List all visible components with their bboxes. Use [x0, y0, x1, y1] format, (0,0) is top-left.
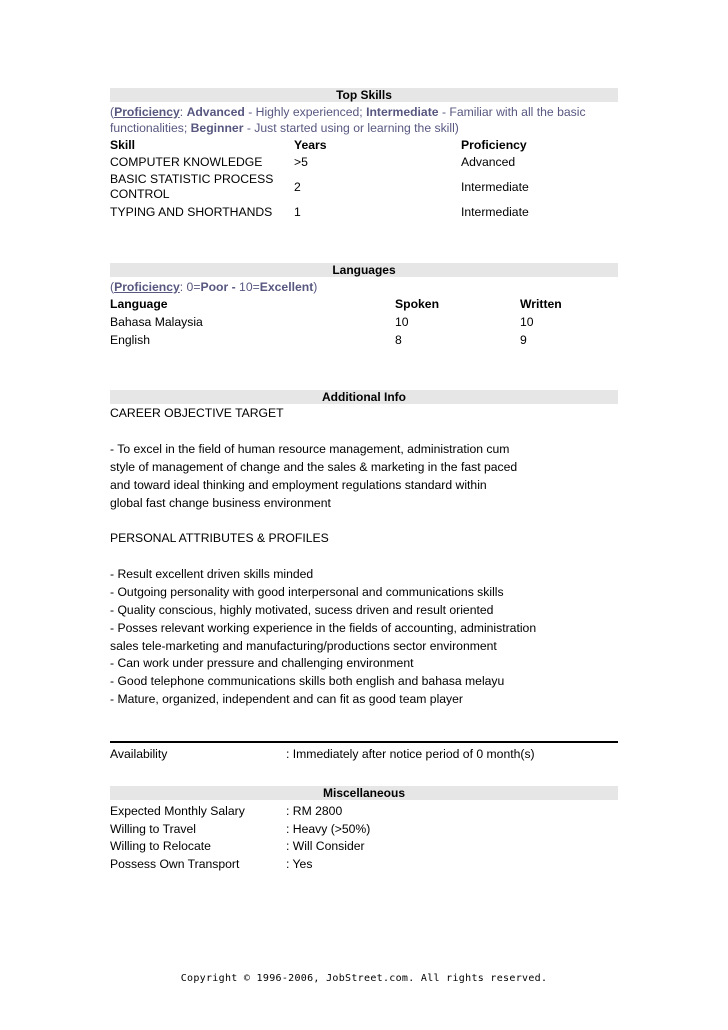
- objective-line: style of management of change and the sales & marketing in the fast paced: [110, 460, 518, 474]
- skill-proficiency: Intermediate: [461, 180, 529, 194]
- language-name: English: [110, 333, 150, 347]
- availability-row: [110, 745, 618, 763]
- languages-proficiency-legend: (Proficiency: 0=Poor - 10=Excellent): [110, 280, 318, 294]
- miscellaneous-heading: Miscellaneous: [110, 786, 618, 800]
- skill-proficiency: Intermediate: [461, 205, 529, 219]
- table-row: [110, 331, 618, 349]
- attribute-line: - Mature, organized, independent and can fit as good team player: [110, 692, 463, 706]
- table-row: [110, 837, 618, 855]
- skill-years: 2: [294, 180, 301, 194]
- attribute-line: - Posses relevant working experience in the fields of accounting, administration: [110, 621, 537, 635]
- attribute-line: - Good telephone communications skills both english and bahasa melayu: [110, 674, 505, 688]
- availability-value: : Immediately after notice period of 0 month(s): [286, 747, 535, 761]
- copyright-footer: Copyright © 1996-2006, JobStreet.com. All rights reserved.: [180, 973, 548, 984]
- skill-proficiency: Advanced: [461, 155, 516, 169]
- language-spoken: 8: [395, 333, 402, 347]
- objective-line: global fast change business environment: [110, 496, 331, 510]
- skills-proficiency-legend: (Proficiency: Advanced - Highly experienced; Intermediate - Familiar with all the basic functionalities; Beginner - Just started using or learning the skill): [110, 105, 586, 135]
- section-divider: [110, 741, 618, 743]
- languages-heading: Languages: [110, 263, 618, 277]
- skills-header-row: [110, 136, 618, 154]
- language-written: 9: [520, 333, 527, 347]
- misc-value: : RM 2800: [286, 804, 343, 818]
- skill-years: >5: [294, 155, 308, 169]
- objective-line: and toward ideal thinking and employment regulations standard within: [110, 478, 487, 492]
- skill-name: BASIC STATISTIC PROCESS CONTROL: [110, 172, 274, 201]
- attribute-line: - Outgoing personality with good interpersonal and communications skills: [110, 585, 504, 599]
- table-row: [110, 153, 618, 171]
- misc-label: Willing to Relocate: [110, 839, 211, 853]
- table-row: [110, 855, 618, 873]
- attribute-line: sales tele-marketing and manufacturing/productions sector environment: [110, 639, 497, 653]
- language-written: 10: [520, 315, 534, 329]
- misc-label: Expected Monthly Salary: [110, 804, 245, 818]
- proficiency-column-header: Proficiency: [461, 138, 527, 152]
- misc-value: : Will Consider: [286, 839, 365, 853]
- table-row: [110, 203, 618, 221]
- objective-line: - To excel in the field of human resource management, administration cum: [110, 442, 510, 456]
- misc-value: : Yes: [286, 857, 313, 871]
- languages-header-row: [110, 295, 618, 313]
- top-skills-heading: Top Skills: [110, 88, 618, 102]
- additional-info-heading: Additional Info: [110, 390, 618, 404]
- misc-label: Willing to Travel: [110, 822, 197, 836]
- misc-label: Possess Own Transport: [110, 857, 240, 871]
- attribute-line: - Result excellent driven skills minded: [110, 567, 314, 581]
- attributes-title: PERSONAL ATTRIBUTES & PROFILES: [110, 531, 329, 545]
- skill-name: COMPUTER KNOWLEDGE: [110, 155, 263, 169]
- language-column-header: Language: [110, 297, 168, 311]
- attribute-line: - Can work under pressure and challenging environment: [110, 656, 414, 670]
- career-objective-title: CAREER OBJECTIVE TARGET: [110, 406, 284, 420]
- misc-value: : Heavy (>50%): [286, 822, 371, 836]
- attribute-line: - Quality conscious, highly motivated, sucess driven and result oriented: [110, 603, 494, 617]
- table-row: [110, 820, 618, 838]
- years-column-header: Years: [294, 138, 327, 152]
- language-name: Bahasa Malaysia: [110, 315, 203, 329]
- language-spoken: 10: [395, 315, 409, 329]
- availability-label: Availability: [110, 747, 168, 761]
- skill-name: TYPING AND SHORTHANDS: [110, 205, 273, 219]
- skill-years: 1: [294, 205, 301, 219]
- skill-column-header: Skill: [110, 138, 136, 152]
- table-row: [110, 802, 618, 820]
- written-column-header: Written: [520, 297, 562, 311]
- table-row: [110, 313, 618, 331]
- table-row: [110, 170, 618, 204]
- spoken-column-header: Spoken: [395, 297, 440, 311]
